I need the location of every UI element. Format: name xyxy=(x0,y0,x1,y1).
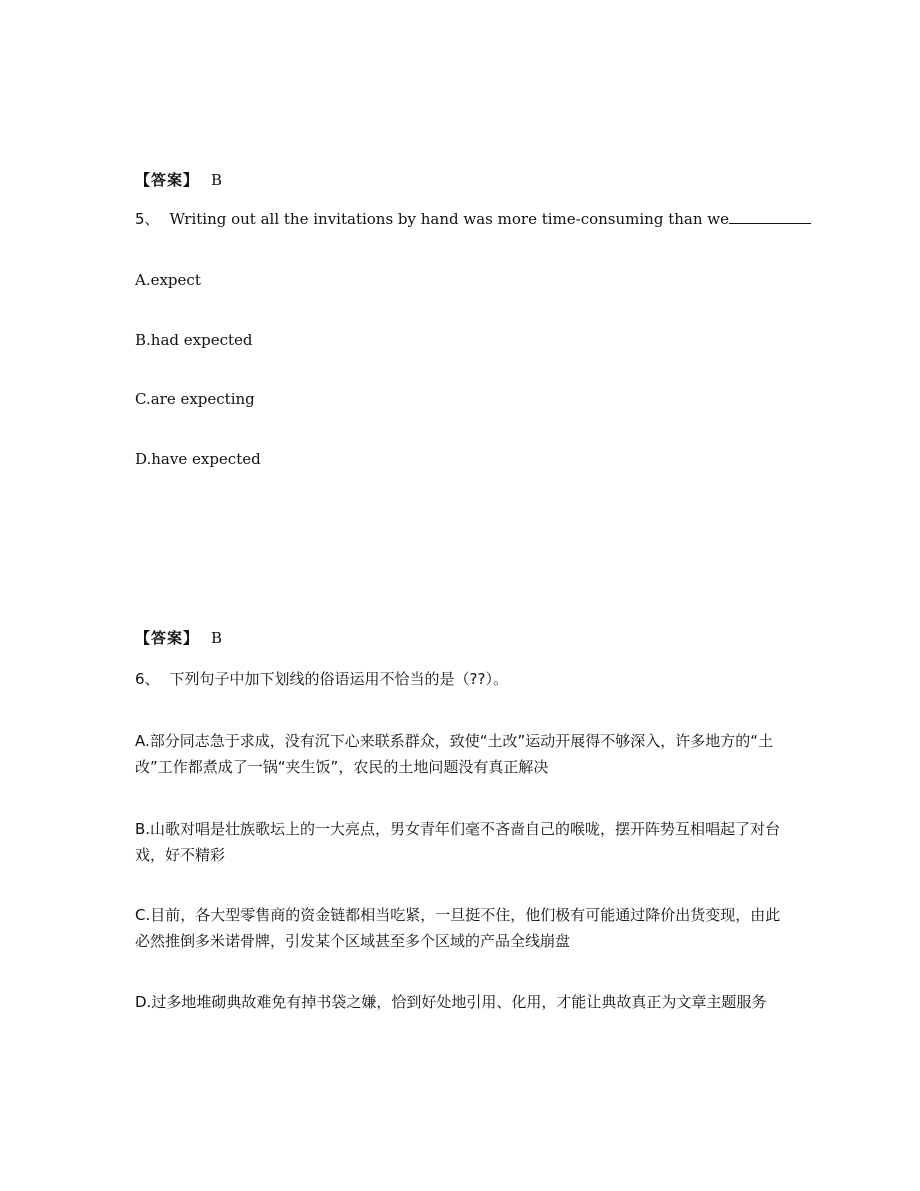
question-text: 下列句子中加下划线的俗语运用不恰当的是（??）。 xyxy=(169,670,508,688)
answer-blank xyxy=(729,211,811,224)
question-number: 6、 xyxy=(135,670,160,688)
answer-value: B xyxy=(211,171,223,189)
option-a xyxy=(135,270,201,290)
option-text: A.expect xyxy=(135,271,201,289)
option-b xyxy=(135,816,785,868)
answer-line-1 xyxy=(135,170,222,190)
question-6-stem xyxy=(135,669,508,689)
option-text: C.are expecting xyxy=(135,390,255,408)
option-text: B.had expected xyxy=(135,331,253,349)
question-number: 5、 xyxy=(135,210,160,228)
option-c xyxy=(135,902,785,954)
option-b xyxy=(135,330,253,350)
question-text: Writing out all the invitations by hand was more time-consuming than we xyxy=(169,210,729,228)
answer-label: 【答案】 xyxy=(135,171,200,189)
option-text: D.have expected xyxy=(135,450,261,468)
option-a xyxy=(135,728,785,780)
option-text: B.山歌对唱是壮族歌坛上的一大亮点，男女青年们毫不吝啬自己的喉咙，摆开阵势互相唱起了对台戏，好不精彩 xyxy=(135,820,781,864)
option-d xyxy=(135,449,261,469)
option-text: C.目前，各大型零售商的资金链都相当吃紧，一旦挺不住，他们极有可能通过降价出货变现，由此必然推倒多米诺骨牌，引发某个区域甚至多个区域的产品全线崩盘 xyxy=(135,906,781,950)
option-c xyxy=(135,389,255,409)
option-text: A.部分同志急于求成，没有沉下心来联系群众，致使“土改”运动开展得不够深入，许多地方的“土改”工作都煮成了一锅“夹生饭”，农民的土地问题没有真正解决 xyxy=(135,732,774,776)
answer-value: B xyxy=(211,629,223,647)
answer-line-2 xyxy=(135,628,222,648)
option-d xyxy=(135,989,785,1015)
question-5-stem xyxy=(135,209,811,229)
option-text: D.过多地堆砌典故难免有掉书袋之嫌，恰到好处地引用、化用，才能让典故真正为文章主题服务 xyxy=(135,993,767,1011)
answer-label: 【答案】 xyxy=(135,629,200,647)
